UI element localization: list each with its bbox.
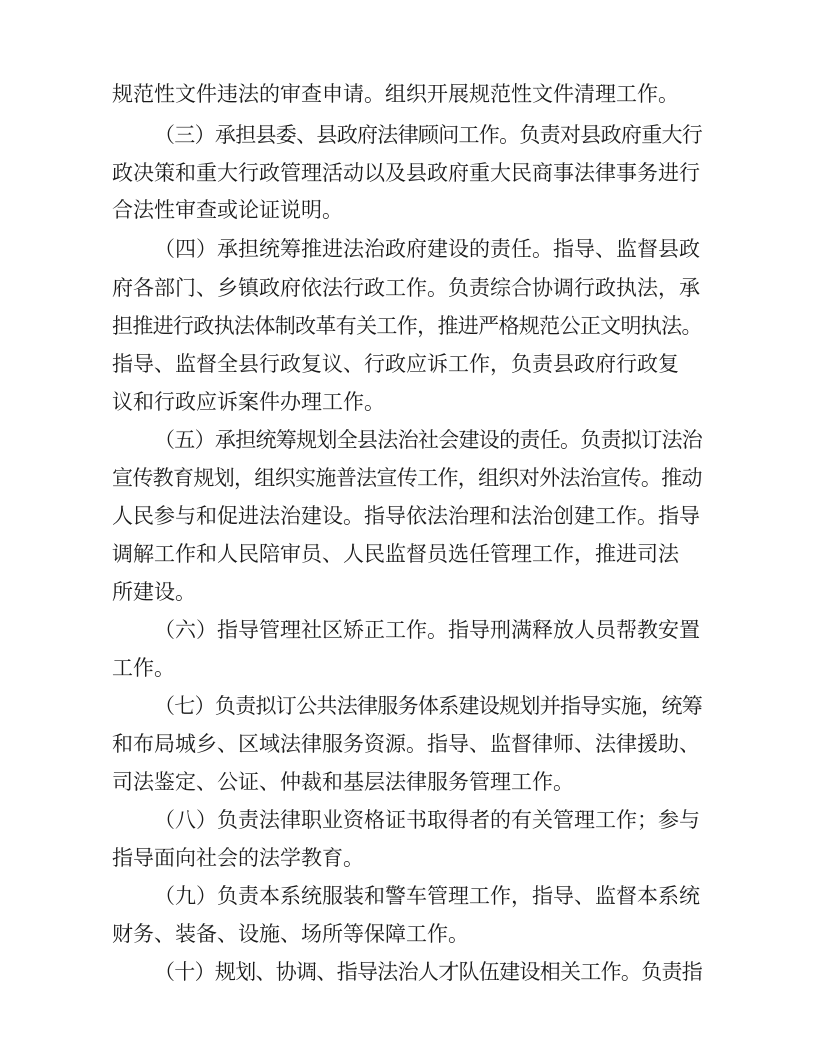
text-line: 所建设。 (112, 580, 196, 604)
text-line: 指导面向社会的法学教育。 (112, 846, 364, 870)
text-line: 调解工作和人民陪审员、人民监督员选任管理工作，推进司法 (112, 542, 679, 566)
text-line: 担推进行政执法体制改革有关工作，推进严格规范公正文明执法。 (112, 314, 702, 338)
text-line: （三）承担县委、县政府法律顾问工作。负责对县政府重大行 (154, 123, 703, 147)
text-line: （五）承担统筹规划全县法治社会建设的责任。负责拟订法治 (154, 428, 703, 452)
text-line: 和布局城乡、区域法律服务资源。指导、监督律师、法律援助、 (112, 732, 700, 756)
text-line: （八）负责法律职业资格证书取得者的有关管理工作；参与 (154, 808, 700, 832)
text-line: 议和行政应诉案件办理工作。 (112, 390, 385, 414)
text-line: （九）负责本系统服装和警车管理工作，指导、监督本系统 (154, 884, 700, 908)
text-line: 宣传教育规划，组织实施普法宣传工作，组织对外法治宣传。推动 (112, 466, 702, 490)
text-line: 人民参与和促进法治建设。指导依法治理和法治创建工作。指导 (112, 504, 700, 528)
text-line: 工作。 (112, 656, 175, 680)
text-line: 府各部门、乡镇政府依法行政工作。负责综合协调行政执法，承 (112, 276, 700, 300)
text-line: 政决策和重大行政管理活动以及县政府重大民商事法律事务进行 (112, 161, 700, 185)
text-line: （六）指导管理社区矫正工作。指导刑满释放人员帮教安置 (154, 618, 700, 642)
text-line: （十）规划、协调、指导法治人才队伍建设相关工作。负责指 (154, 960, 703, 984)
text-line: 司法鉴定、公证、仲裁和基层法律服务管理工作。 (112, 770, 574, 794)
text-line: （四）承担统筹推进法治政府建设的责任。指导、监督县政 (154, 237, 700, 261)
text-line: 财务、装备、设施、场所等保障工作。 (112, 922, 469, 946)
text-line: 合法性审查或论证说明。 (112, 198, 343, 222)
text-line: 指导、监督全县行政复议、行政应诉工作，负责县政府行政复 (112, 352, 679, 376)
text-line: 规范性文件违法的审查申请。组织开展规范性文件清理工作。 (112, 82, 679, 106)
text-line: （七）负责拟订公共法律服务体系建设规划并指导实施，统筹 (154, 694, 703, 718)
